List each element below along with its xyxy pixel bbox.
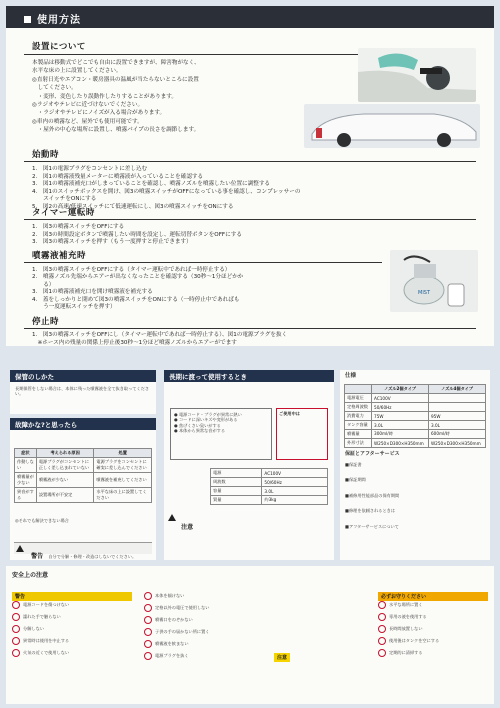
stop-step: ※ホース内の残量の関係上停止後30秒～1分ほど噴霧ノズルからエアーがでます [32, 339, 237, 346]
safety-text: 定格以外の電圧で使用しない [155, 605, 210, 610]
spec-row [211, 487, 328, 496]
check-item: ● コードに深いキズや変形がある [174, 417, 238, 423]
safety-text: 水平な場所に置く [389, 602, 423, 607]
install-line: ◎ラジオやテレビに近づけないでください。 [32, 102, 144, 108]
safety-text: 濡れた手で触らない [23, 614, 61, 619]
warning-label: 警告 [31, 553, 44, 560]
trouble-panel [10, 418, 156, 560]
storage-panel [10, 370, 156, 414]
refill-step: 3. 図1の噴霧液補充口を開け噴霧液を補充する [32, 289, 153, 296]
longterm-panel [164, 370, 334, 560]
specs-panel [340, 370, 490, 560]
safety-text: 電源コードを傷つけない [23, 602, 70, 607]
trouble-row [15, 458, 152, 473]
safety-item [12, 613, 132, 625]
safety-col-mid [144, 592, 268, 664]
table-cell [429, 394, 486, 403]
device-photo-refill [390, 250, 478, 312]
spec-row [345, 394, 486, 403]
spec-header: ノズル4個タイプ [429, 385, 486, 394]
specs-table [344, 384, 486, 448]
warning-bar: 警告 [12, 592, 132, 601]
safety-item [144, 592, 268, 604]
refill-step: 4. 蓋をしっかりと閉めて図3の噴霧スイッチをONにする（一時停止中であればも [32, 296, 240, 303]
prohibition-icon [12, 613, 20, 621]
safety-text: 噴霧口をのぞかない [155, 617, 193, 622]
safety-item [144, 640, 268, 652]
table-cell: 3.0L [429, 421, 486, 430]
safety-col-left [12, 592, 132, 661]
prohibition-icon [378, 649, 386, 657]
timer-step: 3. 図3の噴霧スイッチを押す（もう一度押すと停止できます） [32, 239, 192, 246]
trouble-row [15, 488, 152, 503]
specs-title: 仕様 [345, 373, 357, 379]
prohibition-icon [144, 604, 152, 612]
page-header [6, 6, 494, 28]
spec-row [345, 403, 486, 412]
table-cell: 異音がする [15, 488, 37, 503]
table-cell: タンク容量 [345, 421, 372, 430]
nozzle-photo [358, 48, 476, 102]
prohibition-icon [378, 613, 386, 621]
install-line: ◎車内の噴霧など、屋外でも使用可能です。 [32, 118, 143, 125]
table-cell: 作動しない [15, 458, 37, 473]
start-step: 1. 図1の電源プラグをコンセントに差し込む [32, 166, 148, 172]
spec-row [211, 478, 328, 487]
start-step: 4. 図1のスイッチボックスを開け、図3の噴霧スイッチがOFFになっている事を確認し、コンプレッサーの [32, 188, 301, 195]
prohibition-icon [144, 592, 152, 600]
safety-text: 専用の液を使用する [389, 614, 427, 619]
safety-text: 異常時は使用を中止する [23, 638, 70, 643]
spec-row [345, 439, 486, 448]
safety-item [378, 613, 488, 625]
stop-title: 停止時 [32, 317, 60, 327]
safety-item [144, 628, 268, 640]
trouble-header: 症状 [15, 449, 37, 458]
divider [24, 219, 476, 220]
start-step: スイッチをONにする [32, 196, 97, 203]
table-cell: 水平な床の上に設置してください [94, 488, 152, 503]
table-cell: 質量 [211, 496, 262, 505]
safety-col-right [378, 592, 488, 661]
prohibition-icon [144, 616, 152, 624]
safety-item [144, 604, 268, 616]
safety-text: 分解しない [23, 626, 44, 631]
device-photo-top [358, 48, 476, 102]
divider [24, 161, 476, 162]
check-box [170, 408, 272, 460]
car-photo [304, 104, 480, 148]
caution-bar: 注意 [274, 653, 290, 662]
table-cell: 定格周波数 [345, 403, 372, 412]
prohibition-icon [12, 649, 20, 657]
table-cell: 噴霧量が少ない [15, 473, 37, 488]
spec-row [211, 496, 328, 505]
start-step: 5. 図2の高速/低速スイッチにて低速運転にし、図3の噴霧スイッチをONにする [32, 204, 234, 210]
right-caution-bar: 必ずお守りください [378, 592, 488, 601]
refill-step: 1. 図3の噴霧スイッチをOFFにする（タイマー運転中であれば一時停止する） [32, 267, 231, 273]
start-title: 始動時 [32, 150, 60, 160]
longterm-title: 長期に渡って使用するとき [164, 370, 334, 382]
install-line: してください。 [32, 85, 77, 92]
safety-item [378, 601, 488, 613]
refill-step: う一度運転スイッチを押す） [32, 304, 116, 310]
safety-text: 定期的に清掃する [389, 650, 423, 655]
warranty-item: ■修理を依頼されるときは [345, 508, 396, 514]
safety-text: 長時間放置しない [389, 626, 423, 631]
safety-item [144, 616, 268, 628]
start-step: 2. 図1の噴霧液残量メーターに噴霧液が入っていることを確認する [32, 173, 204, 180]
trouble-warning [14, 542, 152, 560]
caution-icon [168, 514, 176, 521]
prohibition-icon [12, 637, 20, 645]
trouble-note: ◎それでも解決できない場合 [15, 518, 69, 523]
install-line: ・屋外の中心な場所に設置し、噴霧パイプの長さを調節します。 [32, 127, 200, 134]
trouble-title: 故障かな?と思ったら [10, 418, 156, 430]
car-image [304, 104, 480, 148]
spec-row [345, 421, 486, 430]
safety-item [12, 625, 132, 637]
table-cell: 約3kg [262, 496, 328, 505]
safety-item [378, 625, 488, 637]
safety-item [12, 649, 132, 661]
usage-sheet [6, 6, 494, 346]
table-cell: 電源 [211, 469, 262, 478]
table-cell: 外形寸法 [345, 439, 372, 448]
safety-section [6, 566, 494, 704]
table-cell: 噴霧液を補充してください [94, 473, 152, 488]
safety-text: 使用後はタンクを空にする [389, 638, 440, 643]
install-title: 設置について [32, 42, 86, 52]
refill-step: 2. 噴霧ノズル先端からエアーが出なくなったことを確認する（30秒～1分ほどかか [32, 274, 244, 281]
table-cell: W250×D300×H350mm [429, 439, 486, 448]
check-item: ● 本体から異常な音がする [174, 428, 226, 434]
table-cell: 50/60Hz [262, 478, 328, 487]
table-cell: 噴霧量 [345, 430, 372, 439]
table-cell: AC100V [262, 469, 328, 478]
table-cell: 3.0L [372, 421, 429, 430]
prohibition-icon [378, 601, 386, 609]
svg-text:MIST: MIST [418, 290, 431, 296]
prohibition-icon [12, 601, 20, 609]
spec-row [211, 469, 328, 478]
usage-box [276, 408, 328, 460]
warranty-item: ■補修用性能部品の保有期間 [345, 492, 400, 498]
install-line: 本製品は移動式でどこでも自由に設置できますが、障害物がなく、 [32, 60, 200, 66]
spec-header: ノズル2個タイプ [372, 385, 429, 394]
timer-title: タイマー運転時 [32, 208, 95, 218]
table-cell: 消費電力 [345, 412, 372, 421]
table-cell: 300ml/時 [372, 430, 429, 439]
table-cell: 3.0L [262, 487, 328, 496]
warranty-item: ■保証期間 [345, 477, 366, 483]
table-cell: 噴霧液が少ない [36, 473, 94, 488]
safety-item [378, 637, 488, 649]
safety-caution-col [274, 644, 356, 663]
warranty-item: ■アフターサービスについて [345, 523, 399, 529]
table-cell: 電源プラグがコンセントに正しく差し込まれていない [36, 458, 94, 473]
safety-item [12, 637, 132, 649]
safety-item [144, 652, 268, 664]
trouble-row [15, 473, 152, 488]
prohibition-icon [378, 637, 386, 645]
prohibition-icon [12, 625, 20, 633]
safety-item [12, 601, 132, 613]
refill-step: る） [32, 281, 55, 288]
install-line: 水平な床の上に設置してください。 [32, 68, 122, 75]
trouble-header: 考えられる原因 [36, 449, 94, 458]
table-cell: 600ml/時 [429, 430, 486, 439]
warning-icon [16, 545, 24, 552]
warranty-list [345, 462, 399, 539]
timer-step: 1. 図3の噴霧スイッチをOFFにする [32, 224, 125, 230]
table-cell: 容量 [211, 487, 262, 496]
table-cell: W250×D300×H350mm [372, 439, 429, 448]
refill-title: 噴霧液補充時 [32, 251, 87, 261]
usage-box-title: ご使用中は [279, 411, 300, 416]
start-step: 3. 図1の噴霧液補充口がしまっていることを確認し、噴霧ノズルを噴霧したい位置に調整する [32, 181, 271, 188]
table-cell: 50/60Hz [372, 403, 429, 412]
spec-row [345, 430, 486, 439]
install-line: ◎直射日光やエアコン・暖房器具の温風が当たらないところに設置 [32, 76, 199, 83]
prohibition-icon [144, 652, 152, 660]
caution-label: 注意 [181, 524, 194, 531]
trouble-table [14, 448, 152, 503]
safety-text: 噴霧液を飲まない [155, 641, 189, 646]
warranty-item: ■保証書 [345, 462, 362, 467]
timer-step: 2. 図3の時間設定ボタンで噴霧したい時間を設定し、運転切替ボタンをOFFにする [32, 231, 242, 238]
spec-row [345, 412, 486, 421]
machine-image [390, 250, 478, 312]
table-cell: 電源プラグをコンセントに確実に差し込んでください [94, 458, 152, 473]
table-cell: 周波数 [211, 478, 262, 487]
prohibition-icon [378, 625, 386, 633]
table-cell: AC100V [372, 394, 429, 403]
check-item: ● 電源コード・プラグが異常に熱い [174, 412, 242, 417]
safety-item [378, 649, 488, 661]
longterm-caution [168, 514, 330, 531]
table-cell [429, 403, 486, 412]
check-item: ● 焦げくさい臭いがする [174, 422, 221, 428]
prohibition-icon [144, 628, 152, 636]
longterm-spec-table [210, 468, 328, 505]
spec-header [345, 385, 372, 394]
storage-title: 保管のしかた [10, 370, 156, 382]
table-cell: 95W [429, 412, 486, 421]
safety-text: 本体を傾けない [155, 593, 185, 598]
divider [24, 262, 382, 263]
safety-text: 火気の近くで使用しない [23, 650, 70, 655]
table-cell: 設置場所が不安定 [36, 488, 94, 503]
divider [24, 328, 476, 329]
warning-text: 自分で分解・修理・改造はしないでください。 [48, 554, 137, 559]
stop-step: 1. 図3の噴霧スイッチをOFFにし（タイマー運転中であれば一時停止する）、図1の電源プラグを抜く [32, 332, 288, 338]
table-cell: 75W [372, 412, 429, 421]
safety-text: 子供の手の届かない所に置く [155, 629, 210, 634]
safety-text: 電源プラグを抜く [155, 653, 189, 658]
page-title: 使用方法 [37, 15, 81, 26]
prohibition-icon [144, 640, 152, 648]
safety-title: 安全上の注意 [12, 572, 49, 579]
warranty-title: 保証とアフターサービス [345, 451, 400, 457]
install-line: ・ラジオやテレビにノイズが入る場合があります。 [32, 110, 166, 117]
storage-text: 長期保管をしない場合は、本体に残った噴霧液を全て抜き取ってください。 [15, 386, 150, 397]
trouble-header: 処置 [94, 449, 152, 458]
table-cell: 電源電圧 [345, 394, 372, 403]
install-line: ・変形、変色したり誤動作したりすることがあります。 [32, 93, 177, 100]
